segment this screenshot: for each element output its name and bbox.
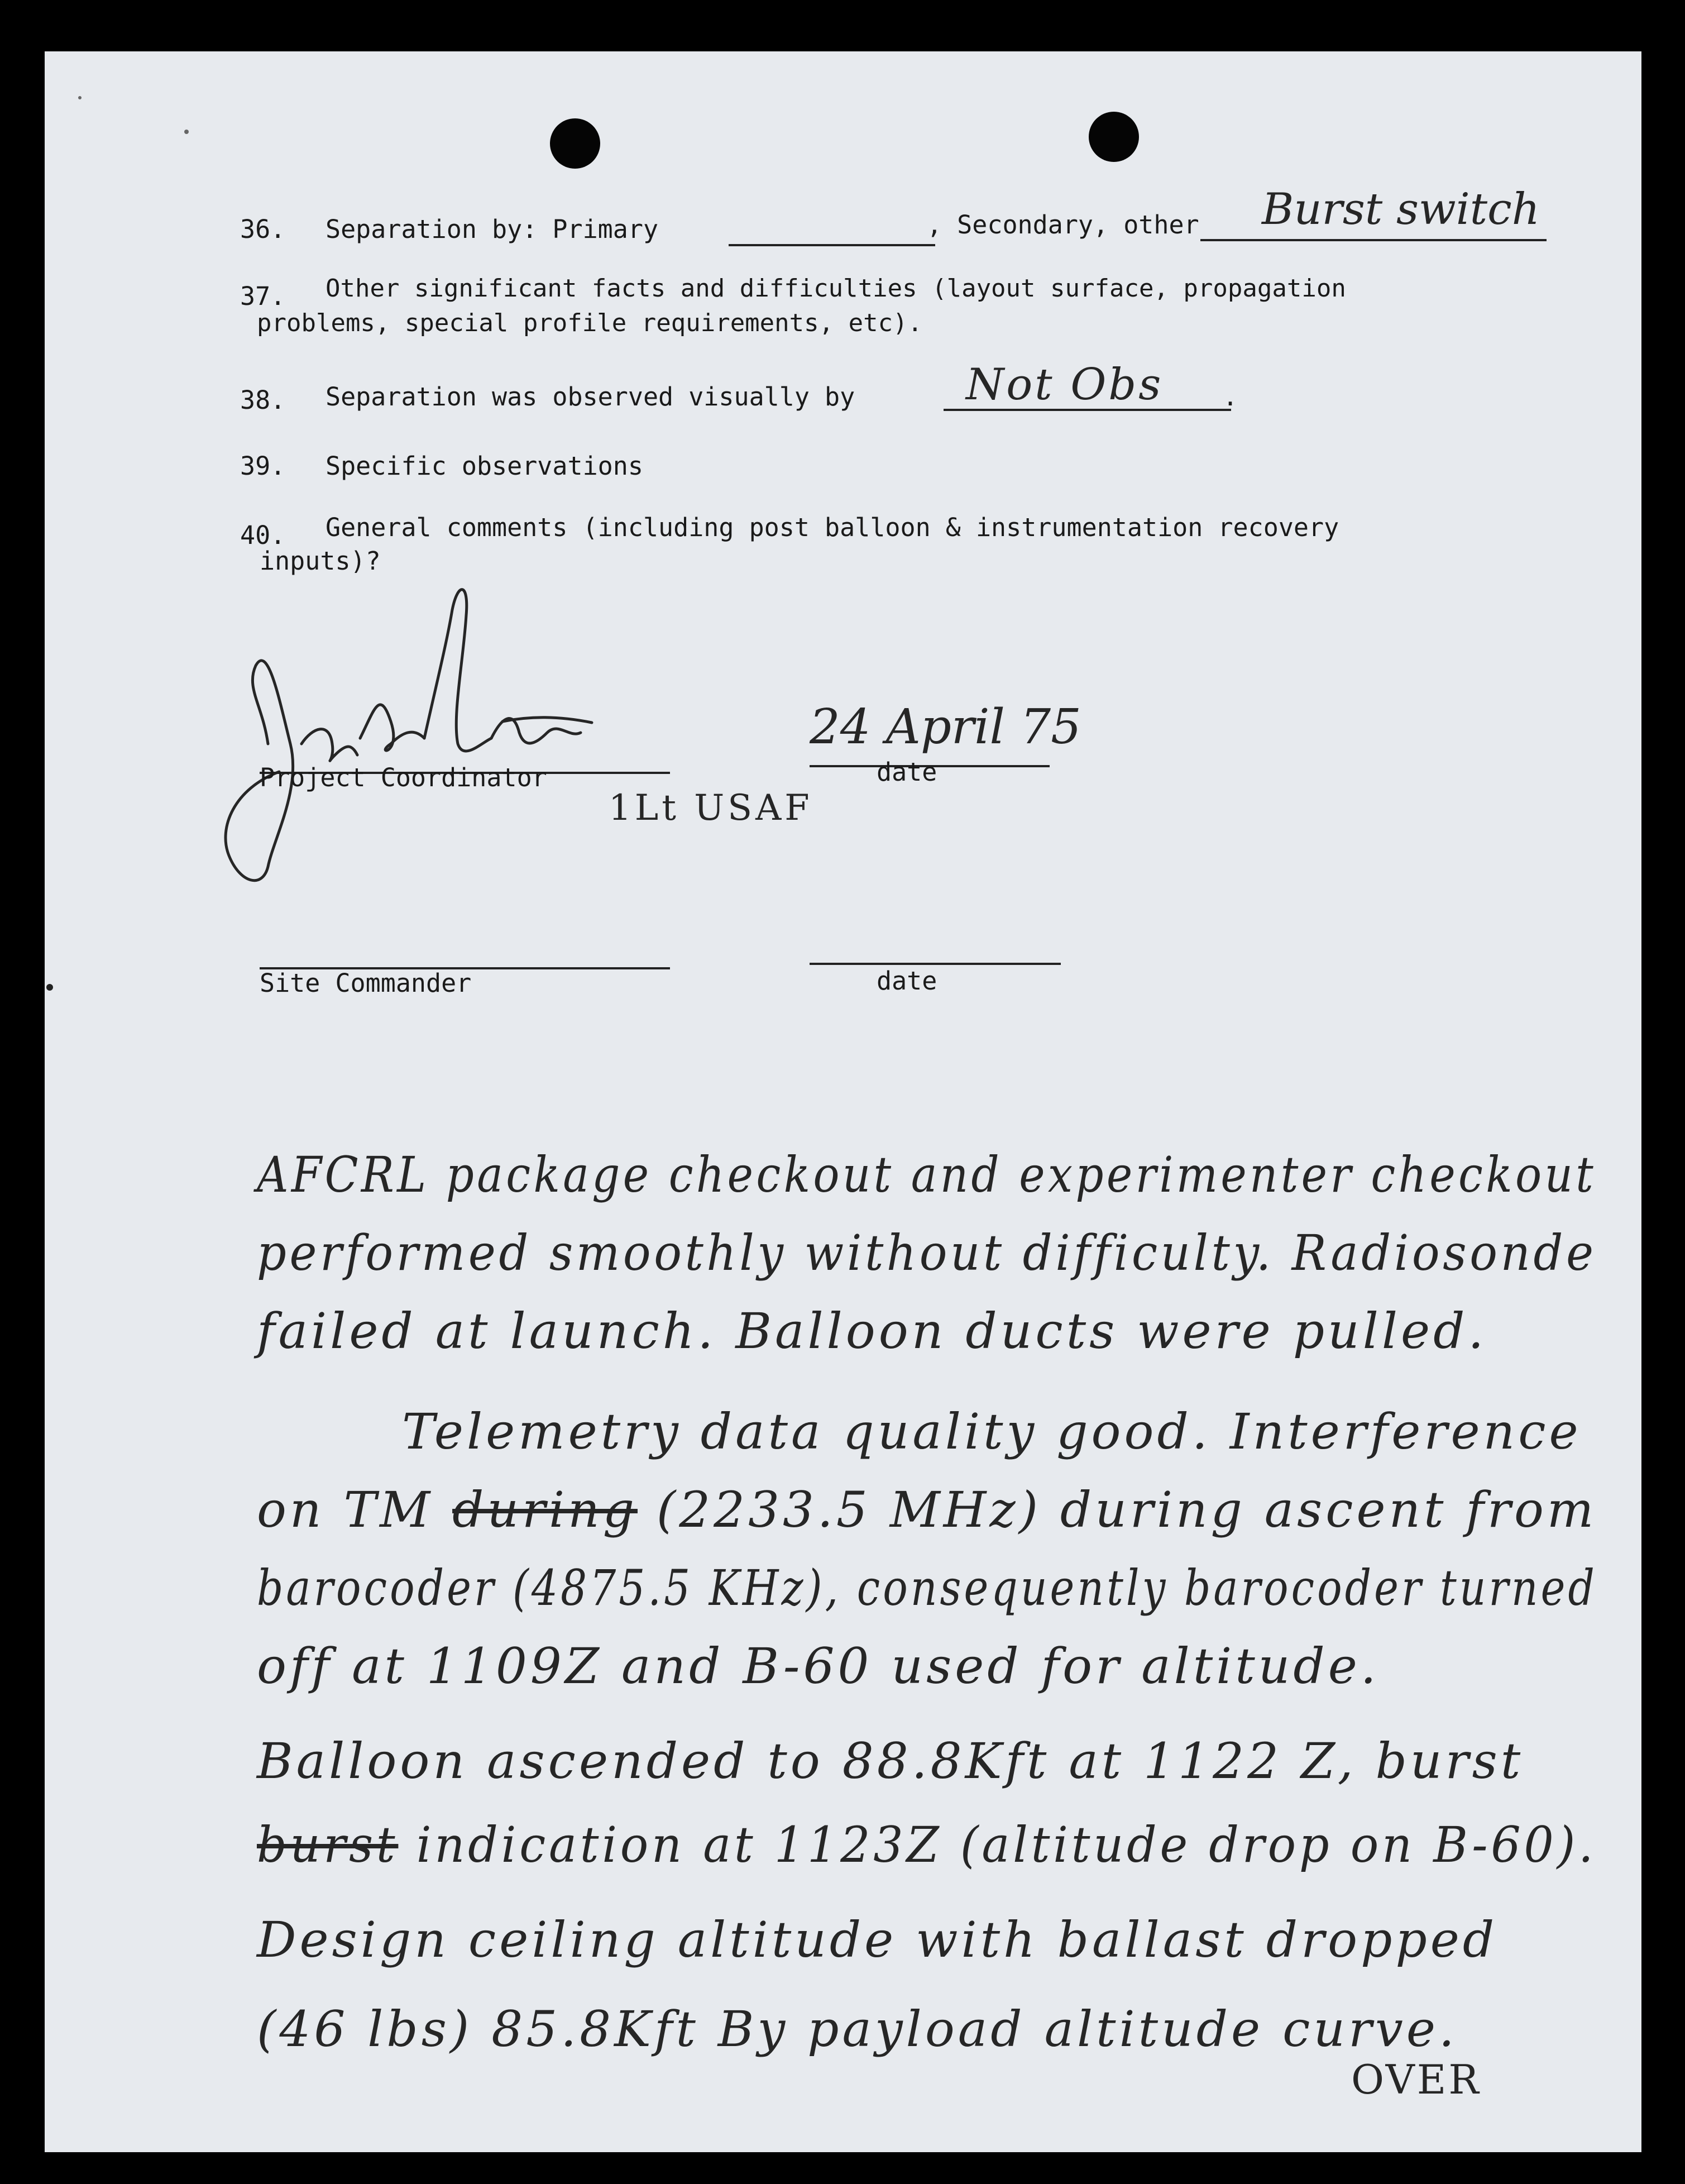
site-date-label: date — [877, 966, 937, 996]
coordinator-date-label: date — [877, 757, 937, 787]
punch-hole-left — [550, 118, 600, 169]
speck — [78, 96, 82, 99]
comment-line: off at 1109Z and B-60 used for altitude. — [257, 1637, 1380, 1695]
item-36-secondary-label: , Secondary, other — [927, 210, 1199, 240]
comment-line — [257, 1481, 1597, 1538]
item-36-answer: Burst switch — [1262, 184, 1540, 235]
comment-line: failed at launch. Balloon ducts were pulled. — [257, 1302, 1487, 1360]
comment-line: performed smoothly without difficulty. Radiosonde — [257, 1224, 1597, 1282]
comment-line: Telemetry data quality good. Interference — [402, 1403, 1582, 1460]
coordinator-rank: 1Lt USAF — [609, 787, 813, 829]
over-note: OVER — [1351, 2056, 1481, 2103]
speck — [184, 130, 189, 134]
struck-word: burst — [257, 1816, 399, 1874]
other-blank-line — [1200, 239, 1547, 241]
item-38-answer: Not Obs — [966, 360, 1164, 410]
item-40-line2: inputs)? — [260, 546, 381, 576]
comment-prefix: on TM — [257, 1481, 434, 1538]
comment-line — [257, 1816, 1596, 1874]
site-commander-label: Site Commander — [260, 968, 472, 998]
primary-blank-line — [729, 244, 935, 246]
item-39-label: Specific observations — [325, 451, 643, 481]
item-37-line1: Other significant facts and difficulties (layout surface, propagation — [325, 274, 1346, 303]
speck — [46, 984, 53, 991]
item-number: 36. — [240, 214, 286, 244]
punch-hole-right — [1089, 112, 1139, 162]
coordinator-date-value: 24 April 75 — [810, 699, 1081, 755]
comment-line: Balloon ascended to 88.8Kft at 1122 Z, burst — [257, 1732, 1524, 1790]
document-page — [45, 51, 1641, 2152]
item-36-label: Separation by: Primary — [325, 214, 659, 244]
item-38-label: Separation was observed visually by — [325, 382, 855, 412]
item-38-period: . — [1223, 382, 1238, 412]
item-number: 39. — [240, 451, 286, 481]
comment-text: indication at 1123Z (altitude drop on B-60). — [416, 1816, 1597, 1874]
item-number: 38. — [240, 385, 286, 415]
item-37-line2: problems, special profile requirements, etc). — [257, 309, 923, 337]
struck-word: during — [452, 1481, 638, 1538]
project-coordinator-label: Project Coordinator — [260, 763, 547, 792]
comment-line: AFCRL package checkout and experimenter checkout — [257, 1146, 1597, 1203]
comment-line: barocoder (4875.5 KHz), consequently barocoder turned — [257, 1559, 1597, 1617]
item-number: 37. — [240, 281, 286, 311]
comment-text: (2233.5 MHz) during ascent from — [656, 1481, 1597, 1538]
comment-line: Design ceiling altitude with ballast dropped — [257, 1911, 1498, 1968]
item-40-line1: General comments (including post balloon & instrumentation recovery — [325, 513, 1339, 542]
comment-line: (46 lbs) 85.8Kft By payload altitude curve. — [257, 2000, 1458, 2058]
item-number: 40. — [240, 520, 286, 550]
coordinator-signature — [190, 576, 748, 889]
